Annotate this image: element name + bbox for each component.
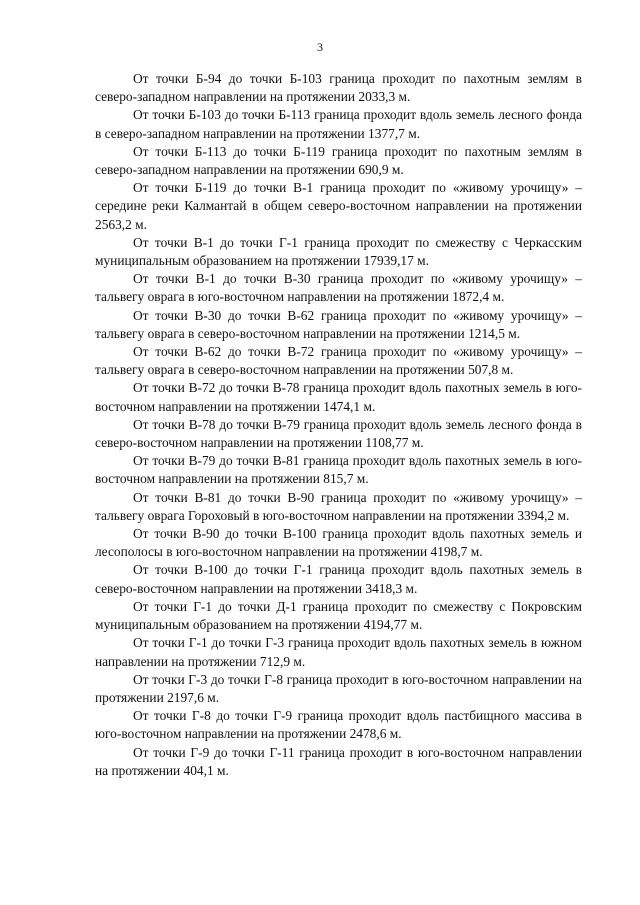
paragraph-10: От точки В-78 до точки В-79 граница проходит вдоль земель лесного фонда в северо-восточном направлении на протяжении 1108,77 м.: [95, 416, 582, 451]
paragraph-15: От точки Г-1 до точки Д-1 граница проходит по смежеству с Покровским муниципальным образованием на протяжении 4194,77 м.: [95, 598, 582, 633]
paragraph-1: От точки Б-94 до точки Б-103 граница проходит по пахотным землям в северо-западном направлении на протяжении 2033,3 м.: [95, 71, 582, 105]
paragraph-16: От точки Г-1 до точки Г-3 граница проходит вдоль пахотных земель в южном направлении на протяжении 712,9 м.: [95, 635, 582, 669]
paragraph-12: От точки В-81 до точки В-90 граница проходит по «живому урочищу» – тальвегу оврага Гороховый в юго-восточном направлении на протяжении 3394,2 м.: [95, 489, 582, 523]
paragraph-4: От точки Б-119 до точки В-1 граница проходит по «живому урочищу» – середине реки Калмантай в общем северо-восточном направлении на протяжении 2563,2 м.: [95, 180, 582, 232]
page-number: 3: [317, 40, 323, 54]
paragraph-5: От точки В-1 до точки Г-1 граница проходит по смежеству с Черкасским муниципальным образованием на протяжении 17939,17 м.: [95, 234, 582, 269]
paragraph-17: От точки Г-3 до точки Г-8 граница проходит в юго-восточном направлении на протяжении 2197,6 м.: [95, 671, 582, 705]
paragraph-6: От точки В-1 до точки В-30 граница проходит по «живому урочищу» – тальвегу оврага в юго-восточном направлении на протяжении 1872,4 м.: [95, 271, 582, 305]
paragraph-9: От точки В-72 до точки В-78 граница проходит вдоль пахотных земель в юго-восточном направлении на протяжении 1474,1 м.: [95, 380, 582, 414]
paragraph-2: От точки Б-103 до точки Б-113 граница проходит вдоль земель лесного фонда в северо-западном направлении на протяжении 1377,7 м.: [95, 107, 582, 141]
paragraph-13: От точки В-90 до точки В-100 граница проходит вдоль пахотных земель и лесополосы в юго-восточном направлении на протяжении 4198,7 м.: [95, 526, 582, 560]
paragraph-7: От точки В-30 до точки В-62 граница проходит по «живому урочищу» – тальвегу оврага в северо-восточном направлении на протяжении 1214,5 м.: [95, 307, 582, 341]
paragraph-14: От точки В-100 до точки Г-1 граница проходит вдоль пахотных земель в северо-восточном направлении на протяжении 3418,3 м.: [95, 562, 582, 596]
paragraph-18: От точки Г-8 до точки Г-9 граница проходит вдоль пастбищного массива в юго-восточном направлении на протяжении 2478,6 м.: [95, 708, 582, 742]
paragraph-11: От точки В-79 до точки В-81 граница проходит вдоль пахотных земель в юго-восточном направлении на протяжении 815,7 м.: [95, 453, 582, 487]
paragraph-3: От точки Б-113 до точки Б-119 граница проходит по пахотным землям в северо-западном направлении на протяжении 690,9 м.: [95, 143, 582, 178]
paragraph-8: От точки В-62 до точки В-72 граница проходит по «живому урочищу» – тальвегу оврага в северо-восточном направлении на протяжении 507,8 м.: [95, 344, 582, 378]
document-body: [95, 70, 582, 780]
paragraph-19: От точки Г-9 до точки Г-11 граница проходит в юго-восточном направлении на протяжении 404,1 м.: [95, 744, 582, 778]
